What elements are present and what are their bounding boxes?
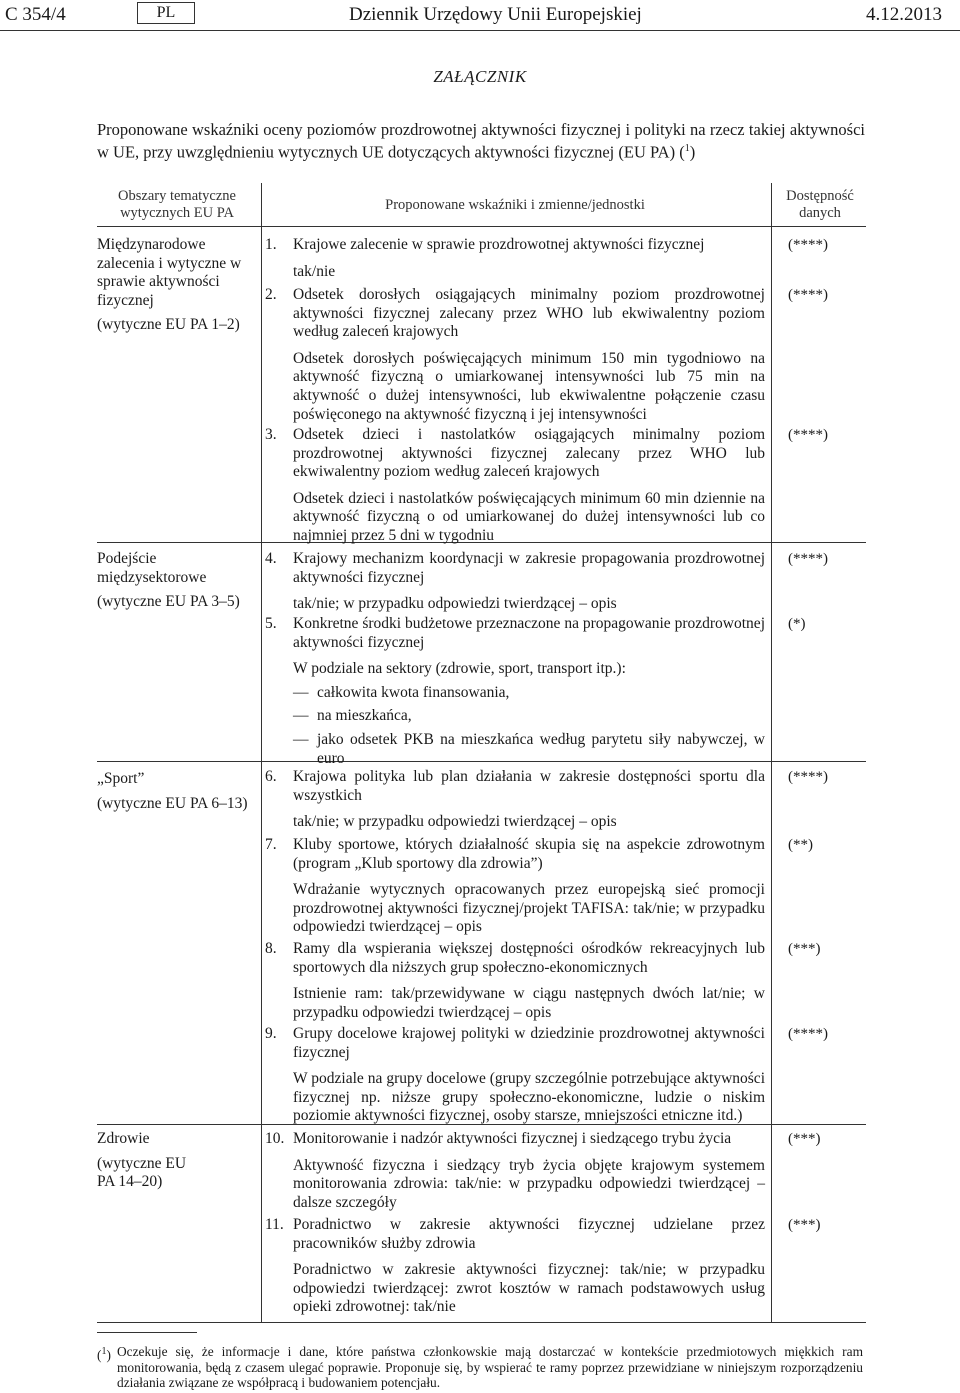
indicator-detail: tak/nie; w przypadku odpowiedzi twierdzącej – opis <box>293 813 617 831</box>
publication-date: 4.12.2013 <box>866 4 942 25</box>
language-box <box>137 2 195 24</box>
indicator-detail: Istnienie ram: tak/przewidywane w ciągu następnych dwóch lat/nie; w przypadku odpowiedzi twierdzącej – opis <box>293 985 765 1021</box>
table-header-rule <box>97 226 866 227</box>
area-health <box>97 1130 207 1198</box>
language-code: PL <box>156 4 176 21</box>
indicator-title: Krajowa polityka lub plan działania w zakresie dostępności sportu dla wszystkich <box>293 768 765 804</box>
journal-title: Dziennik Urzędowy Unii Europejskiej <box>349 4 642 25</box>
indicator-number: 8. <box>265 940 277 957</box>
indicator-row <box>265 236 765 286</box>
indicator-number: 4. <box>265 550 277 567</box>
availability-code: (****) <box>788 287 828 303</box>
indicator-title: Monitorowanie i nadzór aktywności fizycznej i siedzącego trybu życia <box>293 1130 732 1147</box>
indicator-title: Konkretne środki budżetowe przeznaczone na propagowanie prozdrowotnej aktywności fizycznej <box>293 615 765 651</box>
annex-title: ZAŁĄCZNIK <box>433 67 527 86</box>
intro-text: Proponowane wskaźniki oceny poziomów prozdrowotnej aktywności fizycznej i polityki na rzecz takiej aktywności w UE, przy uwzględnieniu wytycznych UE dotyczących aktywności fizycznej (EU PA) ( <box>97 120 865 161</box>
availability-code: (***) <box>788 1217 821 1233</box>
indicator-number: 2. <box>265 286 277 303</box>
indicator-title: Ramy dla wspierania większej dostępności ośrodków rekreacyjnych lub sportowych dla niższych grup społeczno-ekonomicznych <box>293 940 765 976</box>
availability-code: (***) <box>788 1131 821 1147</box>
footnote-text: Oczekuje się, że informacje i dane, które państwa członkowskie mają dostarczać w kontekście przedmiotowych miękkich ram monitorowania, będą z czasem ulegać poprawie. Proponuje się, by wspierać te ramy poprzez przewidziane w niniejszym rozporządzeniu działania związane ze współpracą i budowaniem potencjału. <box>117 1344 863 1391</box>
indicator-detail: W podziale na sektory (zdrowie, sport, transport itp.): <box>293 660 626 678</box>
indicator-row <box>265 1130 765 1217</box>
indicator-number: 10. <box>265 1130 285 1147</box>
header-rule <box>0 30 960 31</box>
indicator-detail: Wdrażanie wytycznych opracowanych przez europejską sieć promocji prozdrowotnej aktywności fizycznej/projekt TAFISA: tak/nie; w przypadku odpowiedzi twierdzącej – opis <box>293 881 765 936</box>
area-sport <box>97 770 257 819</box>
indicator-title: Kluby sportowe, których działalność skupia się na aspekcie zdrowotnym (program „Klub sportowy dla zdrowia”) <box>293 836 765 872</box>
indicator-detail: Aktywność fizyczna i siedzący tryb życia objęte krajowym systemem monitorowania zdrowia: tak/nie: w przypadku odpowiedzi twierdzącej – dalsze szczegóły <box>293 1156 765 1211</box>
indicator-title: Grupy docelowe krajowej polityki w dziedzinie prozdrowotnej aktywności fizycznej <box>293 1025 765 1061</box>
footnote-ref[interactable]: 1 <box>684 142 690 154</box>
availability-code: (****) <box>788 237 828 253</box>
area-reference: (wytyczne EU PA 1–2) <box>97 316 240 334</box>
area-reference: (wytyczne EU PA 3–5) <box>97 593 240 611</box>
indicator-row <box>265 768 765 837</box>
indicator-number: 6. <box>265 768 277 785</box>
indicator-row <box>265 426 765 551</box>
area-title: Zdrowie <box>97 1130 150 1147</box>
area-title: „Sport” <box>97 770 145 787</box>
indicator-number: 11. <box>265 1216 284 1233</box>
journal-header <box>0 0 960 40</box>
footnote-rule <box>97 1332 197 1333</box>
intro-paragraph <box>97 121 865 162</box>
indicator-detail: Odsetek dzieci i nastolatków poświęcających minimum 60 min dziennie na aktywność fizyczną o od umiarkowanej do dużej intensywności lub co najmniej przez 5 dni w tygodniu <box>293 489 765 544</box>
indicator-number: 3. <box>265 426 277 443</box>
indicator-row <box>265 615 765 773</box>
column-divider <box>771 183 772 1323</box>
area-title: Podejście międzysektorowe <box>97 550 207 586</box>
indicator-title: Krajowy mechanizm koordynacji w zakresie propagowania prozdrowotnej aktywności fizycznej <box>293 550 765 586</box>
indicator-detail: W podziale na grupy docelowe (grupy szczególnie potrzebujące aktywności fizycznej np. niższe grupy społeczno-ekonomiczne, ludzie o niskim poziomie aktywności fizycznej, osoby starsze, mniejszości etniczne itd.) <box>293 1070 765 1125</box>
indicator-title: Krajowe zalecenie w sprawie prozdrowotnej aktywności fizycznej <box>293 236 705 253</box>
page-number: C 354/4 <box>5 4 66 25</box>
dash-item: — jako odsetek PKB na mieszkańca według parytetu siły nabywczej, w euro <box>293 730 765 767</box>
indicator-detail: tak/nie <box>293 262 336 280</box>
availability-code: (****) <box>788 427 828 443</box>
indicator-number: 7. <box>265 836 277 853</box>
availability-code: (****) <box>788 769 828 785</box>
area-reference: (wytyczne EU PA 14–20) <box>97 1154 187 1191</box>
footnote-number: ($^1$) <box>97 1346 111 1363</box>
indicator-row <box>265 1216 765 1322</box>
indicator-number: 1. <box>265 236 277 253</box>
indicator-detail: tak/nie; w przypadku odpowiedzi twierdzącej – opis <box>293 595 617 613</box>
area-reference: (wytyczne EU PA 6–13) <box>97 794 248 812</box>
footnote <box>97 1344 863 1391</box>
dash-item: — na mieszkańca, <box>293 707 412 725</box>
indicator-row <box>265 836 765 942</box>
indicator-title: Odsetek dorosłych osiągających minimalny poziom prozdrowotnej aktywności fizycznej zalecany przez WHO lub ekwiwalentny poziom według zaleceń krajowych <box>293 286 765 341</box>
dash-item: — całkowita kwota finansowania, <box>293 683 510 701</box>
column-divider <box>261 183 262 1323</box>
indicator-title: Poradnictwo w zakresie aktywności fizycznej udzielane przez pracowników służby zdrowia <box>293 1216 765 1252</box>
availability-code: (****) <box>788 1026 828 1042</box>
area-cross-sectoral <box>97 550 257 618</box>
indicator-row <box>265 286 765 429</box>
intro-close: ) <box>689 142 696 161</box>
header-themes: Obszary tematyczne wytycznych EU PA <box>118 188 236 221</box>
area-title: Międzynarodowe zalecenia i wytyczne w sprawie aktywności fizycznej <box>97 236 242 309</box>
availability-code: (**) <box>788 837 813 853</box>
availability-code: (****) <box>788 551 828 567</box>
indicator-number: 9. <box>265 1025 277 1042</box>
availability-code: (***) <box>788 941 821 957</box>
indicator-row <box>265 550 765 619</box>
availability-code: (*) <box>788 616 806 632</box>
indicator-number: 5. <box>265 615 277 632</box>
header-indicators: Proponowane wskaźniki i zmienne/jednostki <box>385 197 645 213</box>
indicator-detail: Odsetek dorosłych poświęcających minimum 150 min tygodniowo na aktywność fizyczną o umiarkowanej intensywności lub 75 min na aktywność o dużej intensywności, lub ekwiwalentne połączenie czasu poświęconego na aktywność fizyczną i jej intensywności <box>293 349 765 423</box>
indicator-row <box>265 940 765 1027</box>
area-international-guidelines <box>97 236 257 341</box>
indicator-title: Odsetek dzieci i nastolatków osiągających minimalny poziom prozdrowotnej aktywności fizycznej zalecany przez WHO lub ekwiwalentny poziom według zaleceń krajowych <box>293 426 765 481</box>
table-bottom-rule <box>97 1322 866 1323</box>
header-availability: Dostępność danych <box>786 188 854 221</box>
indicator-detail: Poradnictwo w zakresie aktywności fizycznej: tak/nie; w przypadku odpowiedzi twierdzącej: zwrot kosztów w ramach podstawowych usług opieki zdrowotnej: tak/nie <box>293 1261 765 1316</box>
indicator-row <box>265 1025 765 1131</box>
